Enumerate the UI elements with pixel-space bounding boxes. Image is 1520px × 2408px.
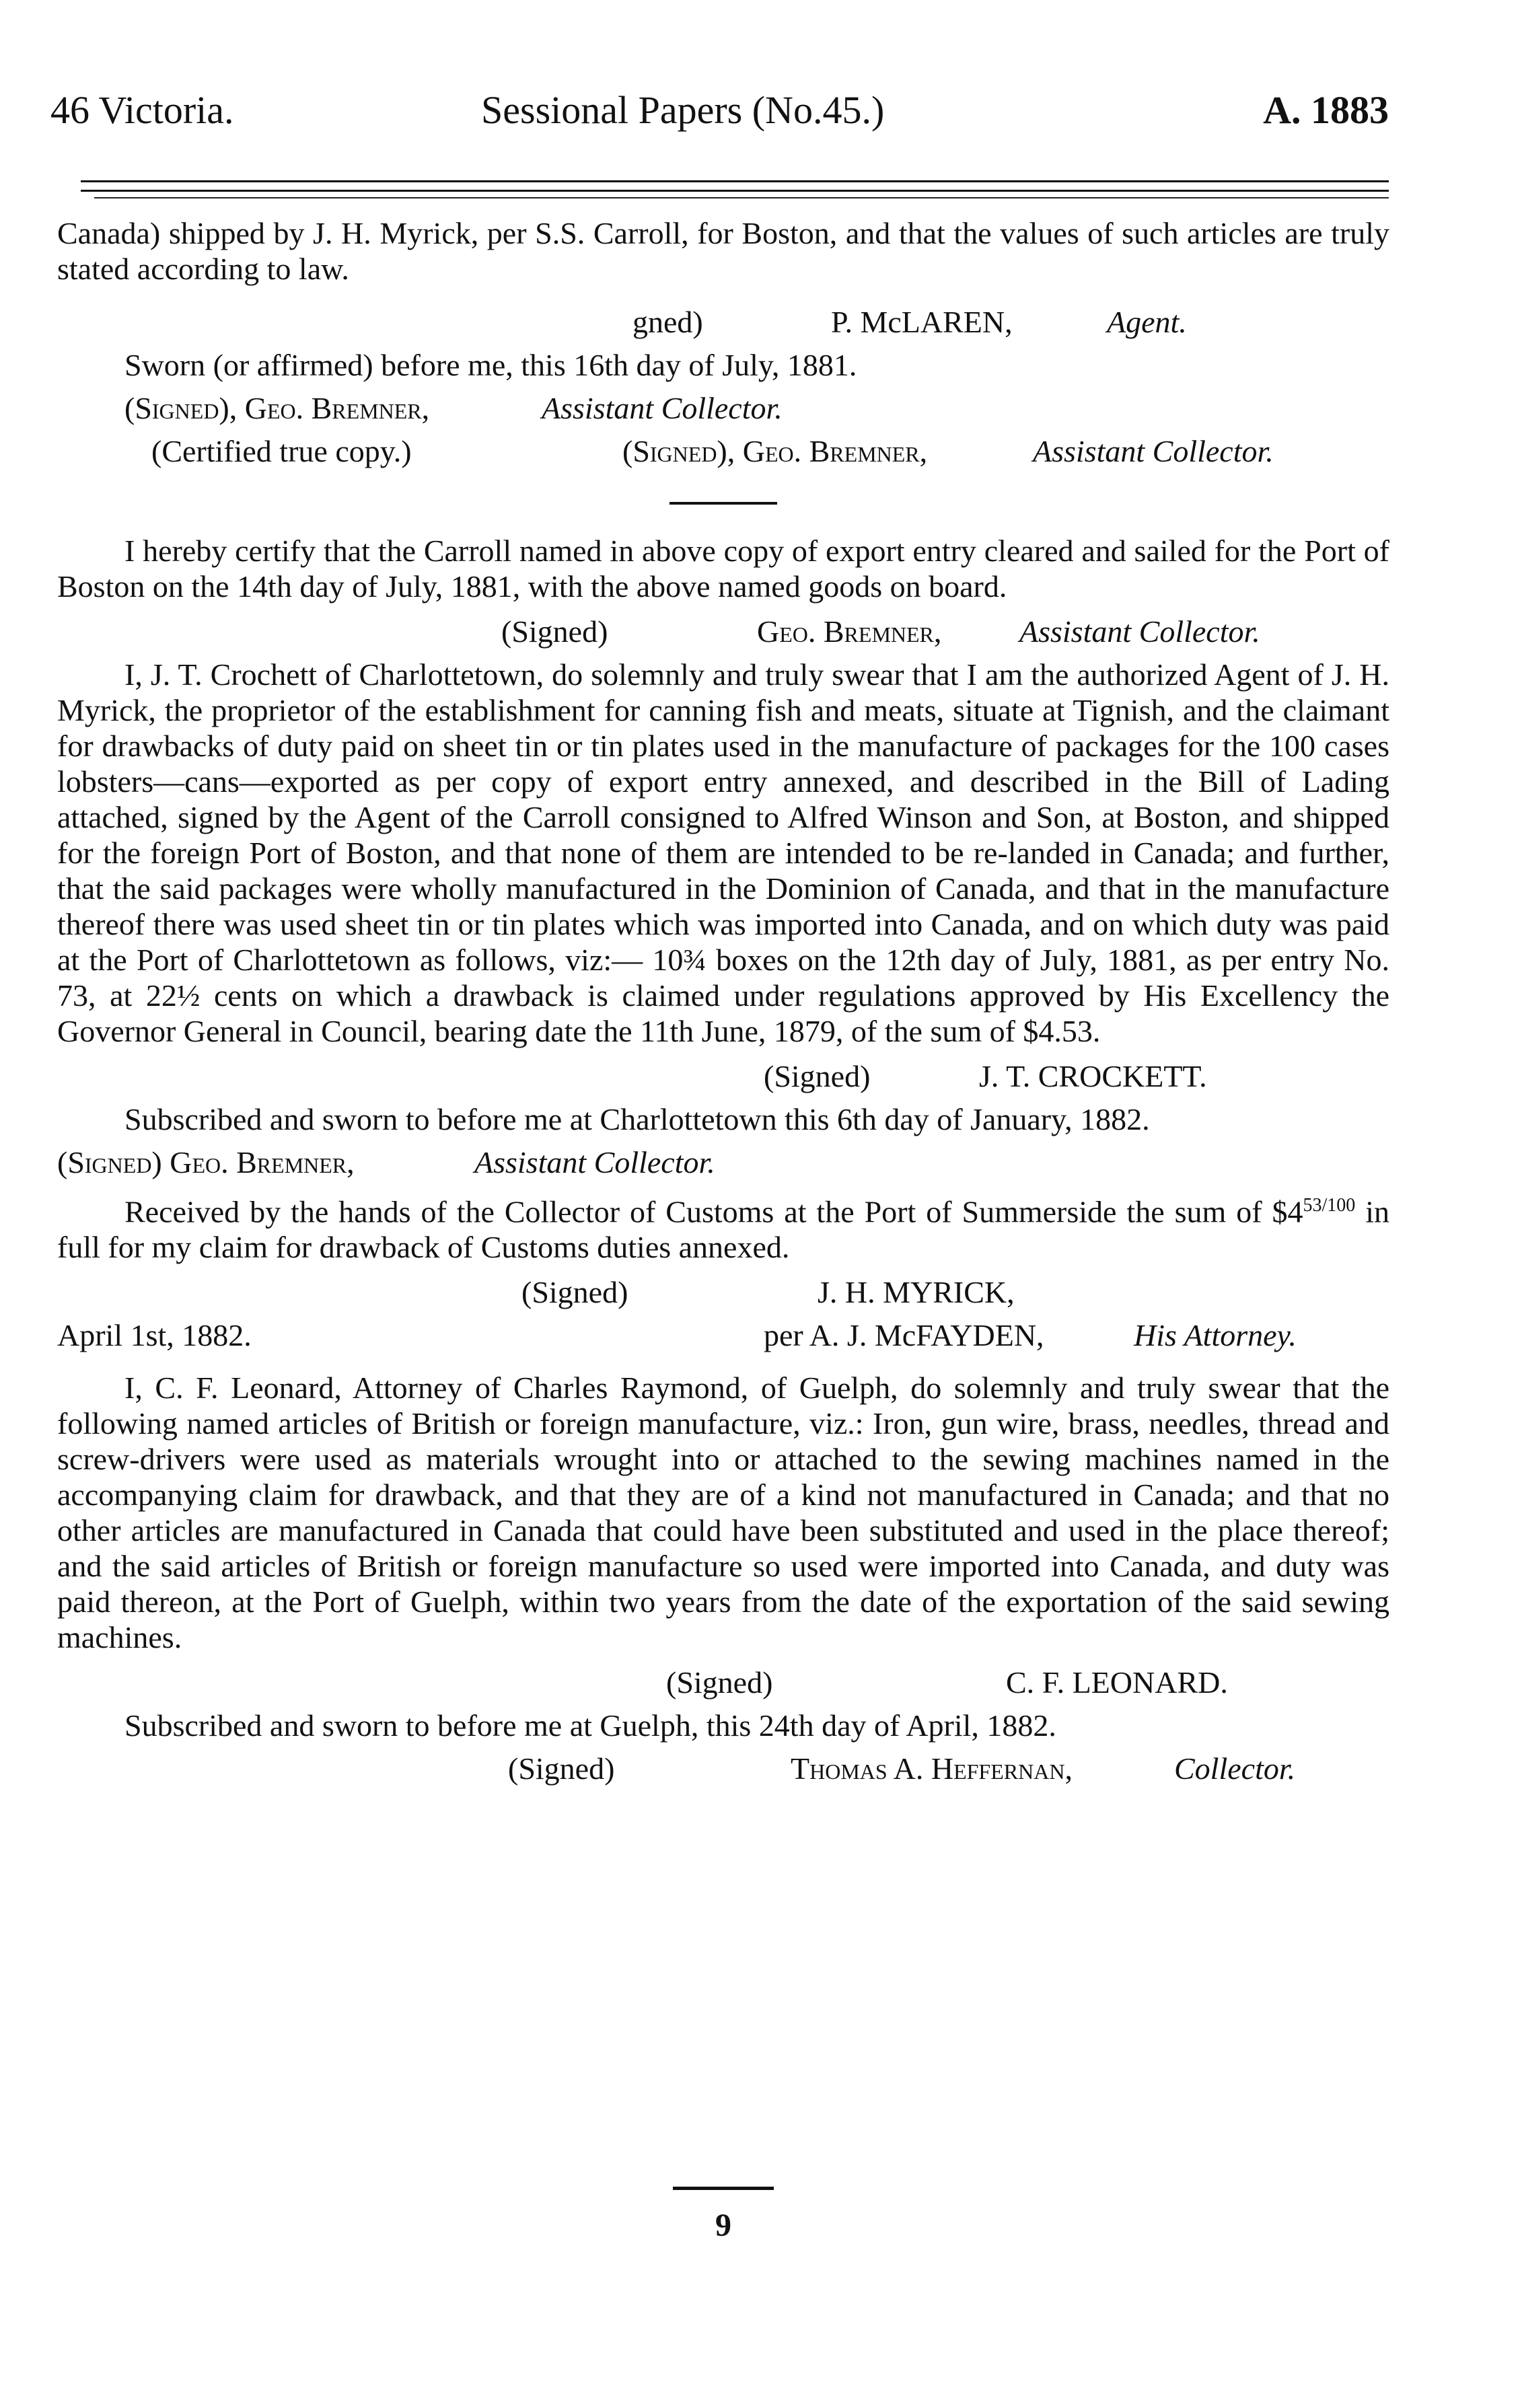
receipt-date: April 1st, 1882. — [57, 1318, 252, 1353]
affidavit-leonard-text: I, C. F. Leonard, Attorney of Charles Raymond, of Guelph, do solemnly and truly swear that the following named articles of British or foreign manufacture, viz.: Iron, gun wire, brass, needles, thread and screw-drivers were used as materials wrought into or attached to the sewing machines named in the accompanying claim for drawback, and that they are of a kind not manufactured in Canada; and that no other articles are manufactured in Canada that could have been substituted and used in the place thereof; and the said articles of British or foreign manufacture so used were imported into Canada, and duty was paid thereon, at the Port of Guelph, within two years from the date of the exportation of the said sewing machines. — [57, 1371, 1389, 1655]
page-header — [50, 87, 1389, 148]
receipt-text-a: Received by the hands of the Collector of Customs at the Port of Summerside the sum of $4 — [124, 1194, 1303, 1229]
signed-label: (Signed) — [764, 1059, 871, 1093]
signer-name: C. F. LEONARD. — [1006, 1665, 1228, 1700]
subscribed-line — [57, 1708, 1389, 1751]
signer-name: Thomas A. Heffernan, — [791, 1751, 1073, 1786]
signature-line — [57, 1751, 1389, 1794]
subscribed-text: Subscribed and sworn to before me at Charlottetown this 6th day of January, 1882. — [124, 1102, 1150, 1136]
signer-role: Agent. — [1107, 305, 1187, 339]
signature-line — [57, 1144, 1389, 1188]
signer-name: P. McLAREN, — [831, 305, 1013, 339]
signer-name: (Signed), Geo. Bremner, — [124, 391, 430, 425]
header-rule — [81, 190, 1389, 192]
signature-line — [57, 390, 1389, 433]
signer-name: J. T. CROCKETT. — [979, 1059, 1207, 1093]
subscribed-line — [57, 1101, 1389, 1144]
export-entry-text: Canada) shipped by J. H. Myrick, per S.S. Carroll, for Boston, and that the values of such articles are truly stated according to law. — [57, 216, 1389, 286]
section-divider — [669, 502, 777, 505]
signer-role: Assistant Collector. — [542, 391, 783, 425]
receipt-text — [57, 1188, 1389, 1265]
signer-role: Assistant Collector. — [1033, 434, 1274, 468]
sworn-text: Sworn (or affirmed) before me, this 16th day of July, 1881. — [124, 348, 857, 382]
signer-name: Geo. Bremner, — [757, 614, 942, 649]
header-year: A. 1883 — [1263, 88, 1389, 132]
page-content — [57, 215, 1389, 1794]
signer-role: Assistant Collector. — [1019, 614, 1260, 649]
signed-label: (Signed) — [501, 614, 608, 649]
header-title: Sessional Papers (No.45.) — [481, 88, 885, 132]
affidavit-crockett-text: I, J. T. Crochett of Charlottetown, do solemnly and truly swear that I am the authorized Agent of J. H. Myrick, the proprietor of the establishment for canning fish and meats, situate at Tignish, and the claimant for drawbacks of duty paid on sheet tin or tin plates used in the manufacture of packages for the 100 cases lobsters—cans—exported as per copy of export entry annexed, and described in the Bill of Lading attached, signed by the Agent of the Carroll consigned to Alfred Winson and Son, at Boston, and shipped for the foreign Port of Boston, and that none of them are intended to be re-landed in Canada; and further, that the said packages were wholly manufactured in the Dominion of Canada, and that in the manufacture thereof there was used sheet tin or tin plates which was imported into Canada, and on which duty was paid at the Port of Charlottetown as follows, viz:— 10¾ boxes on the 12th day of July, 1881, as per entry No. 73, at 22½ cents on which a drawback is claimed under regulations approved by His Excellency the Governor General in Council, bearing date the 11th June, 1879, of the sum of $4.53. — [57, 657, 1389, 1048]
certificate-text: I hereby certify that the Carroll named in above copy of export entry cleared and sailed for the Port of Boston on the 14th day of July, 1881, with the above named goods on board. — [57, 534, 1389, 604]
signed-label: (Signed) — [666, 1665, 773, 1700]
signer-name: (Signed), Geo. Bremner, — [622, 434, 928, 468]
attorney-name: per A. J. McFAYDEN, — [764, 1318, 1044, 1353]
signer-role: Collector. — [1174, 1751, 1296, 1786]
signature-line — [57, 1058, 1389, 1101]
signature-line — [57, 1274, 1389, 1317]
certified-line — [57, 433, 1389, 476]
receipt-fraction: 53/100 — [1303, 1195, 1356, 1216]
footer-divider — [673, 2187, 774, 2190]
sworn-line — [57, 347, 1389, 390]
receipt-text-b: in full for my claim for drawback of Customs duties annexed. — [57, 1194, 1389, 1265]
header-rule — [94, 197, 1389, 198]
certified-text: (Certified true copy.) — [151, 434, 412, 468]
signer-name: (Signed) Geo. Bremner, — [57, 1145, 355, 1179]
signature-line — [57, 1317, 1389, 1360]
subscribed-text: Subscribed and sworn to before me at Guelph, this 24th day of April, 1882. — [124, 1708, 1056, 1743]
signed-label: (Signed) — [508, 1751, 615, 1786]
signature-line — [57, 304, 1389, 347]
signed-label: (Signed) — [521, 1275, 628, 1310]
signature-line — [57, 614, 1389, 657]
page-number: 9 — [715, 2208, 731, 2243]
attorney-role: His Attorney. — [1134, 1318, 1297, 1353]
signed-label: gned) — [632, 305, 703, 339]
signer-name: J. H. MYRICK, — [818, 1275, 1015, 1310]
signer-role: Assistant Collector. — [474, 1145, 715, 1179]
header-session: 46 Victoria. — [50, 88, 234, 132]
header-rule — [81, 180, 1389, 182]
signature-line — [57, 1665, 1389, 1708]
